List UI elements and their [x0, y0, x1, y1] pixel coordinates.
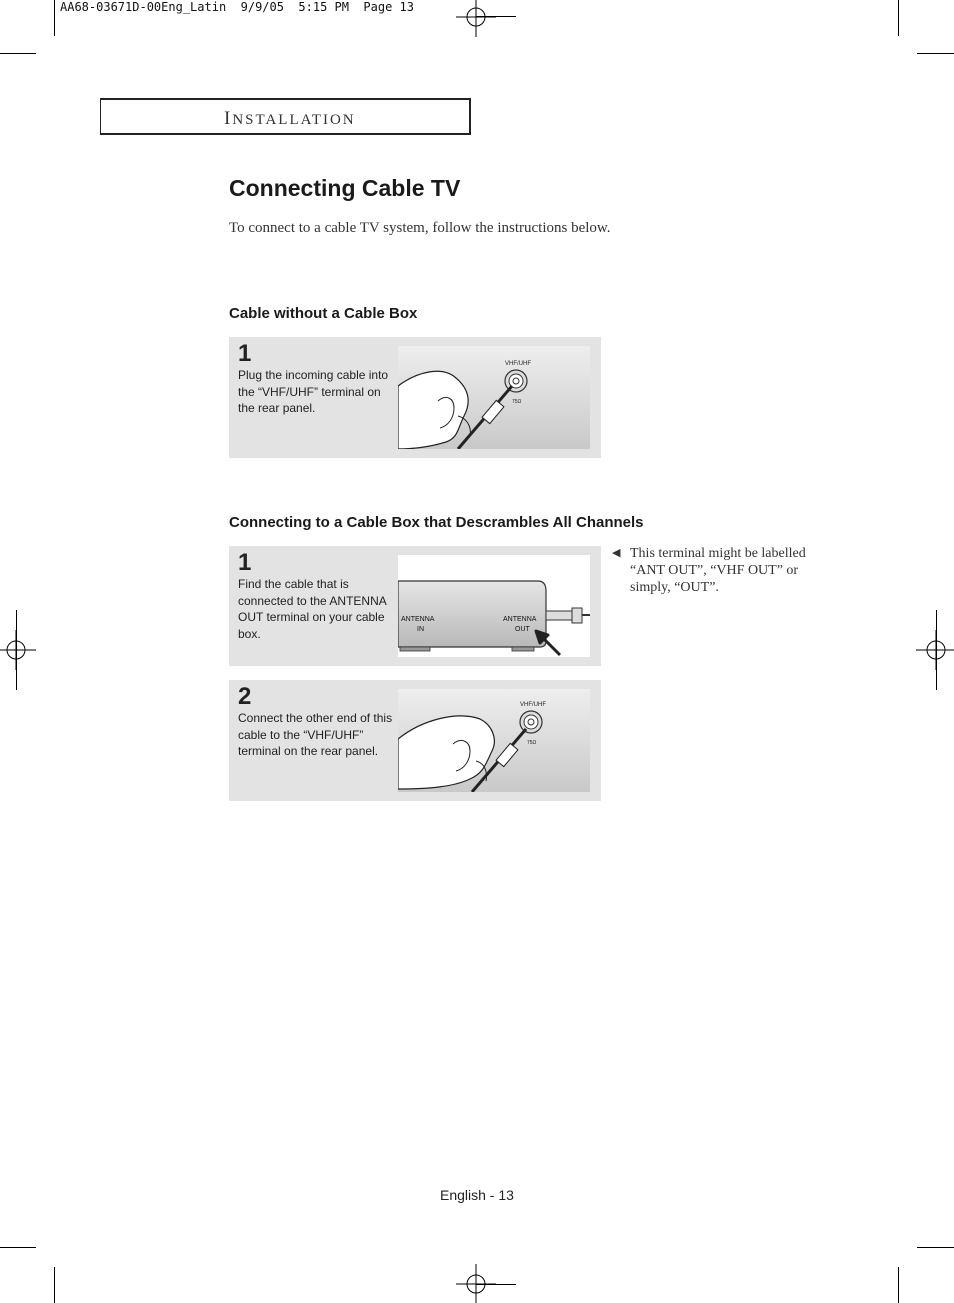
- hand-plugging-cable-illustration-icon: [398, 346, 590, 449]
- intro-text: To connect to a cable TV system, follow the instructions below.: [229, 220, 611, 236]
- crop-mark: [476, 1284, 516, 1285]
- hand-plugging-cable-illustration-icon: [398, 689, 590, 792]
- step-text: Connect the other end of this cable to the “VHF/UHF” terminal on the rear panel.: [238, 711, 393, 758]
- antenna-out-label-2: OUT: [515, 626, 530, 633]
- step-card: [229, 680, 601, 801]
- step-text: Find the cable that is connected to the ANTENNA OUT terminal on your cable box.: [238, 577, 387, 641]
- crop-mark: [898, 0, 899, 36]
- crop-mark: [0, 1247, 36, 1248]
- terminal-label: VHF/UHF: [505, 361, 531, 367]
- crop-mark: [16, 610, 17, 690]
- subheading-cable-box-descramble: Connecting to a Cable Box that Descrambles All Channels: [229, 514, 644, 531]
- crop-mark: [54, 1267, 55, 1303]
- crop-mark: [936, 610, 937, 690]
- terminal-label: VHF/UHF: [520, 702, 546, 708]
- registration-mark-icon: [456, 0, 496, 37]
- page-number: English - 13: [440, 1187, 514, 1203]
- ohm-label: 75Ω: [527, 740, 537, 746]
- registration-mark-icon: [916, 630, 954, 670]
- note-arrow-icon: ◀: [612, 547, 621, 559]
- step-number: 2: [238, 683, 252, 710]
- antenna-in-label: ANTENNA: [401, 616, 435, 623]
- cable-box-illustration-icon: [398, 555, 590, 657]
- crop-mark: [0, 53, 36, 54]
- crop-mark: [898, 1267, 899, 1303]
- page-title: Connecting Cable TV: [229, 175, 461, 201]
- antenna-in-label-2: IN: [417, 626, 424, 633]
- crop-mark: [54, 0, 55, 36]
- step-number: 1: [238, 549, 252, 576]
- section-title-initial: I: [224, 108, 233, 129]
- crop-mark: [476, 16, 516, 17]
- subheading-cable-without-box: Cable without a Cable Box: [229, 305, 418, 322]
- step-card: [229, 546, 601, 666]
- crop-mark: [917, 53, 954, 54]
- section-title: [224, 108, 356, 130]
- section-title-rest: NSTALLATION: [232, 112, 356, 128]
- note-text: This terminal might be labelled “ANT OUT”, “VHF OUT” or simply, “OUT”.: [630, 546, 806, 595]
- registration-mark-icon: [0, 630, 36, 670]
- ohm-label: 75Ω: [512, 399, 522, 405]
- crop-mark: [917, 1247, 954, 1248]
- antenna-out-label: ANTENNA: [503, 616, 537, 623]
- print-header: AA68-03671D-00Eng_Latin 9/9/05 5:15 PM Page 13: [60, 0, 415, 14]
- step-number: 1: [238, 340, 252, 367]
- step-card: [229, 337, 601, 458]
- step-text: Plug the incoming cable into the “VHF/UHF” terminal on the rear panel.: [238, 368, 389, 415]
